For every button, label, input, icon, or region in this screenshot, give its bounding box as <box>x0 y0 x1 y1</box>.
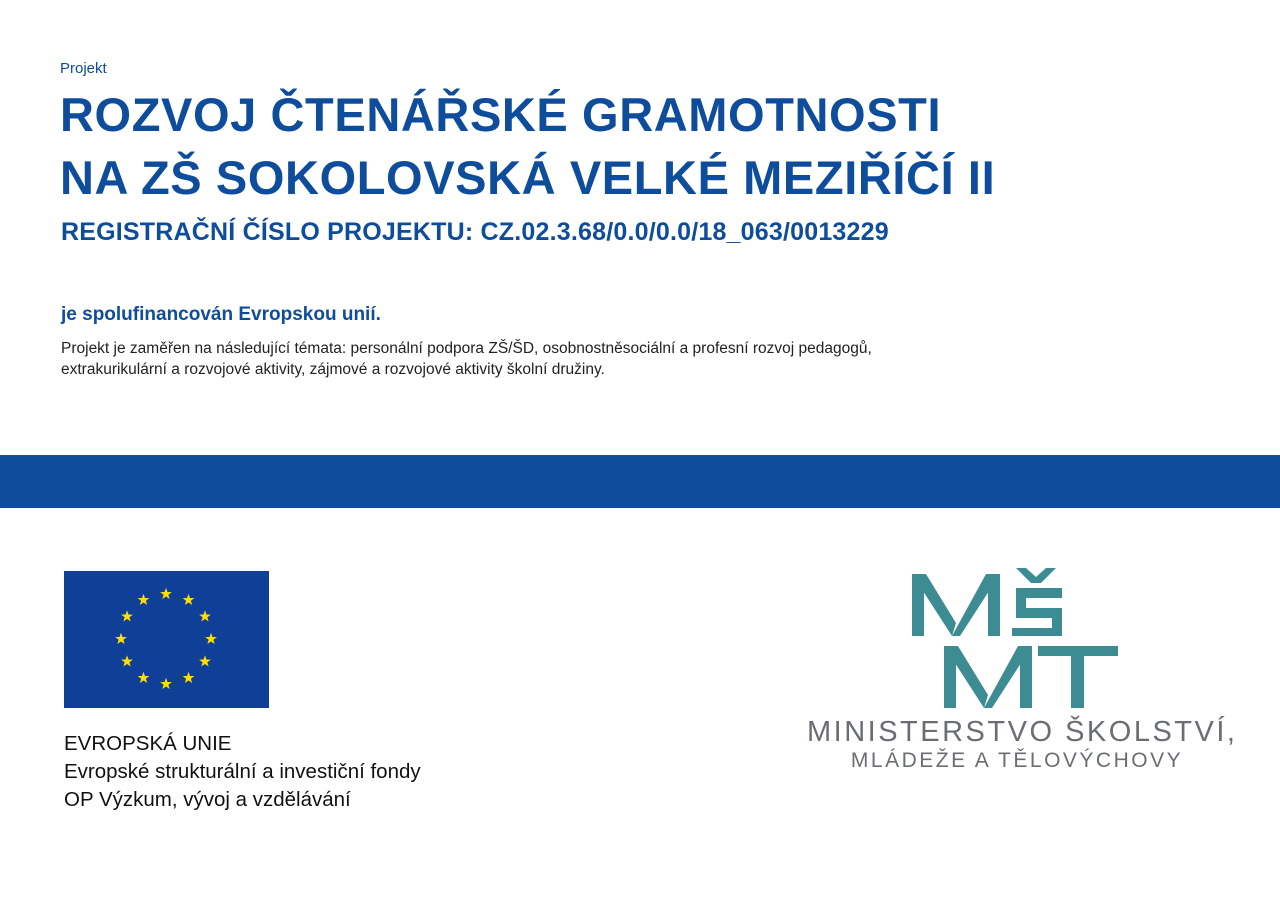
blue-divider-band <box>0 455 1280 508</box>
eu-star-icon <box>199 610 211 621</box>
msmt-name-line-2: MLÁDEŽE A TĚLOVÝCHOVY <box>850 749 1184 772</box>
eu-star-icon <box>115 633 127 644</box>
project-title-line-2: NA ZŠ SOKOLOVSKÁ VELKÉ MEZIŘÍČÍ II <box>60 151 996 204</box>
eu-star-icon <box>160 588 172 599</box>
eu-star-icon <box>121 655 133 666</box>
registration-number: REGISTRAČNÍ ČÍSLO PROJEKTU: CZ.02.3.68/0.0/0.0/18_063/0013229 <box>61 218 889 246</box>
msmt-logo-icon <box>908 568 1122 712</box>
eu-caption-line-1: EVROPSKÁ UNIE <box>64 732 232 755</box>
eu-caption-line-3: OP Výzkum, vývoj a vzdělávání <box>64 788 351 811</box>
eu-star-icon <box>183 594 195 605</box>
eu-flag-icon <box>64 571 269 708</box>
description-line-1: Projekt je zaměřen na následující témata: personální podpora ZŠ/ŠD, osobnostněsociální a profesní rozvoj pedagogů, <box>61 340 872 357</box>
cofinanced-note: je spolufinancován Evropskou unií. <box>61 304 381 325</box>
eu-star-icon <box>138 672 150 683</box>
eu-caption <box>64 730 421 814</box>
eu-stars <box>64 571 269 708</box>
eu-caption-line-2: Evropské strukturální a investiční fondy <box>64 760 421 783</box>
description-line-2: extrakurikulární a rozvojové aktivity, zájmové a rozvojové aktivity školní družiny. <box>61 361 605 378</box>
msmt-name-line-1: MINISTERSTVO ŠKOLSTVÍ, <box>807 716 1238 748</box>
eu-star-icon <box>183 672 195 683</box>
project-description <box>61 338 1161 380</box>
eu-star-icon <box>205 633 217 644</box>
eu-star-icon <box>121 610 133 621</box>
eu-star-icon <box>138 594 150 605</box>
eu-star-icon <box>199 655 211 666</box>
project-title-line-1: ROZVOJ ČTENÁŘSKÉ GRAMOTNOSTI <box>60 88 942 141</box>
eu-star-icon <box>160 678 172 689</box>
project-label: Projekt <box>60 60 107 77</box>
